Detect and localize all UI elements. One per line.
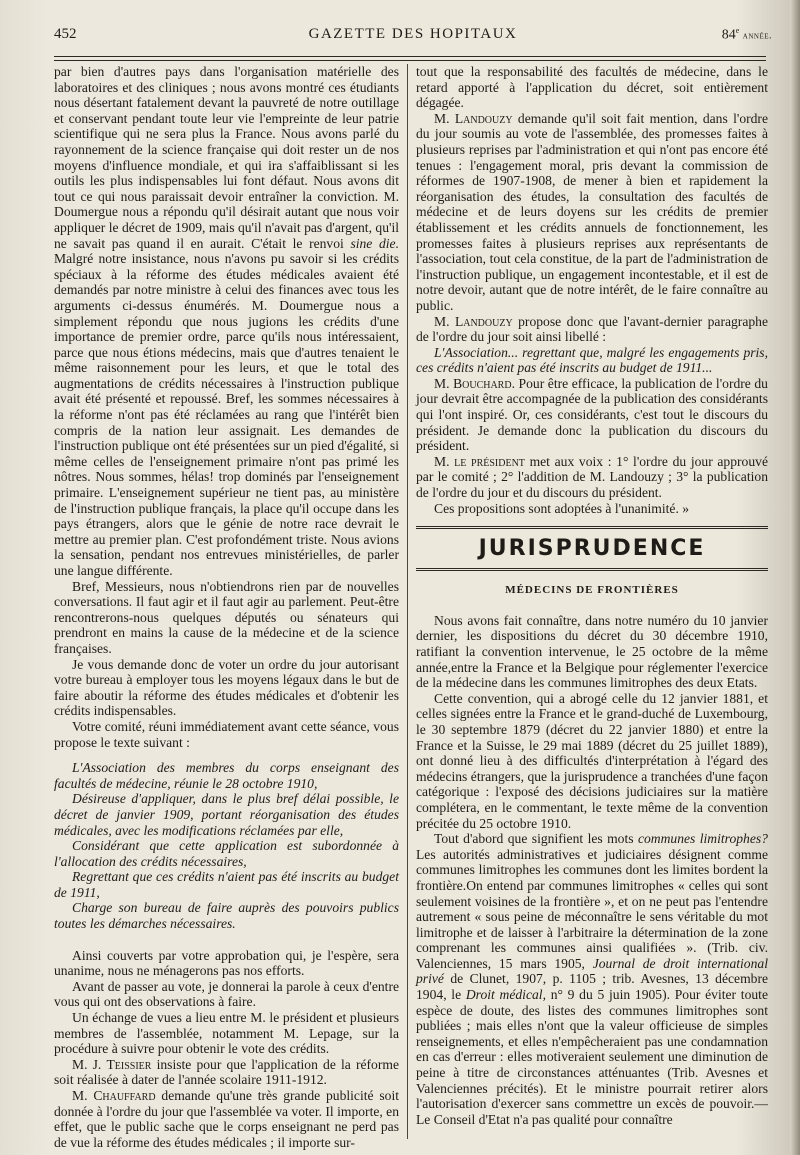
quoted-motion: Considérant que cette application est subordonnée à l'allocation des crédits nécessaires,	[54, 838, 399, 869]
paragraph	[416, 111, 768, 314]
speaker-name: Landouzy	[454, 313, 513, 329]
heading-rule	[416, 570, 768, 571]
year-superscript: e	[735, 26, 740, 35]
speaker-name: Landouzy	[454, 110, 513, 126]
paragraph	[416, 831, 768, 1127]
paragraph: Nous avons fait connaître, dans notre numéro du 10 janvier dernier, les dispositions du décret du 30 décembre 1910, ratifiant la convention intervenue, le 25 octobre de la même année,entre la France et la Belgique pour réglementer l'exercice de la médecine dans les communes limitrophes des deux Etats.	[416, 612, 768, 691]
quoted-motion: Désireuse d'appliquer, dans le plus bref délai possible, le décret de janvier 1909, portant réorganisation des études médicales, avec les modifications réclamées par elle,	[54, 791, 399, 838]
heading-rule	[416, 526, 768, 527]
heading-rule	[416, 528, 768, 529]
text-run: par bien d'autres pays dans l'organisation matérielle des laboratoires et des cliniques ; nous avons montré ces étudiants nous désertant fatalement devant la pauvreté de notre outillage et conservant pendant toute leur vie l'empreinte de leur patrie scientifique qui ne sera plus la France. Nous avons parlé du rayonnement de la science française qui doit rester un de nos moyens d'influence mondiale, et qui ira s'affaiblissant si les outils les plus indispensables lui font défaut. Nous avons dit tout ce qui nous paraissait devoir entraîner la conviction. M. Doumergue nous a répondu qu'il désirait autant que nous voir appliquer le décret de 1909, mais qu'il n'avait pas d'argent, qu'il ne savait pas quand il en aurait. C'était le renvoi	[54, 64, 399, 251]
text-run: Pour être efficace, la publication de l'ordre du jour devrait être accompagnée de la publication des considérants qui l'ont inspiré. Or, ces considérants, c'est tout le discours du président. Je demande donc la publication du discours du président.	[416, 375, 768, 454]
paragraph	[54, 64, 399, 579]
paragraph: Ces propositions sont adoptées à l'unanimité. »	[434, 500, 690, 516]
text-run: propose donc que l'avant-dernier paragraphe de l'ordre du jour soit ainsi libellé :	[416, 313, 768, 345]
text-run: Les autorités administratives et judiciaires désignent comme communes limitrophes les communes dont les limites bordent la frontière.On entend par communes limitrophes « celles qui sont seulement voisines de la frontière », et on ne peut pas l'entendre autrement « sous peine de méconnaître le sens véritable du mot limitrophe et de laisser à l'arbitraire la détermination de la zone comprenant les communes ainsi qualifiées ». (Trib. civ. Valenciennes, 15 mars 1905,	[416, 846, 768, 971]
year-number: 84	[721, 27, 736, 43]
text-run: demande qu'il soit fait mention, dans l'ordre du jour soumis au vote de l'assemblée, des promesses faites à plusieurs reprises par l'administration et qui n'ont pas encore été tenues : l'engagement moral, pris devant la commission de réformes de 1907-1908, de mener à bien et rapidement la réorganisation des études, la consultation des facultés de médecine et de leurs doyens sur les crédits de premier établissement et les crédits annuels de fonctionnement, les promesses faites à plusieurs reprises aux représentants de l'association, tout cela constitue, de la part de l'administration de l'instruction publique, un engagement incontestable, et il est de notre devoir, autant que de notre intérêt, de le faire connaître au public.	[416, 110, 768, 313]
text-run: Malgré notre insistance, nous n'avons pu savoir si les crédits spéciaux à la réforme des études médicales avaient été demandés par notre ministre à celui des finances avec tous les arguments ci-dessus énumérés. M. Doumergue nous a simplement répondu que nous jugions les crédits d'une importance de premier ordre, parce qu'ils nous intéressaient, parce que nous étions médecins, mais que d'autres tenaient le même raisonnement pour les leurs, et que le total des augmentations de crédits nécessaires à l'instruction publique avait été présenté et repoussé. Bref, les sommes nécessaires à la réforme n'ont pas été réclamées au rang que l'intérêt bien compris de la nation leur assignait. Les demandes de l'instruction publique ont été présentées sur un pied d'égalité, si même celles de l'enseignement primaire n'ont pas primé les nôtres. Nous sommes, hélas! trop dominés par l'enseignement primaire. L'enseignement supérieur ne tient pas, au ministère de l'instruction publique français, la place qu'il occupe dans les pays étrangers, alors que le génie de notre race devrait le mettre au premier plan. C'est profondément triste. Nous avions la sensation, pendant nos entrevues ministérielles, de parler une langue différente.	[54, 251, 399, 578]
paragraph	[416, 454, 768, 501]
italic-text: Journal de droit international privé	[416, 955, 768, 987]
header-rule-thick	[54, 56, 766, 57]
text-run: met aux voix : 1° l'ordre du jour approuvé par le comité ; 2° l'addition de M. Landouzy ; 3° la publication de l'ordre du jour et du discours du président.	[416, 453, 768, 501]
text-run: demande qu'une très grande publicité soit donnée à l'ordre du jour que l'assemblée va voter. Il importe, en effet, que le public sache que le corps enseignant ne perd pas de vue la réforme des études médicales ; il importe sur-	[54, 1088, 400, 1150]
paragraph: Votre comité, réuni immédiatement avant cette séance, vous propose le texte suivant :	[54, 718, 399, 750]
italic-text: sine die.	[350, 235, 399, 251]
spacer	[54, 750, 399, 760]
speaker-name: le président	[454, 453, 525, 469]
paragraph: Bref, Messieurs, nous n'obtiendrons rien par de nouvelles conversations. Il faut agir et il faut agir au parlement. Peut-être rencontrerons-nous quelques députés ou sénateurs qui prendront en mains la cause de la médecine et de la science françaises.	[54, 578, 399, 656]
year-word: année.	[742, 30, 772, 42]
paragraph: Ainsi couverts par votre approbation qui, je l'espère, sera unanime, nous ne ménagerons pas nos efforts.	[54, 947, 399, 979]
paragraph	[416, 314, 768, 345]
text-run: insiste pour que l'application de la réforme soit réalisée à dater de l'année scolaire 1911-1912.	[54, 1056, 399, 1088]
text-run: n° 9 du 5 juin 1905). Pour éviter toute espèce de doute, des listes des communes limitrophes sont publiées ; mais elles n'ont que la valeur officieuse de simples renseignements, et elles n'empêcheraient pas une condamnation en cas d'erreur : elles motiveraient seulement une diminution de peine à titre de circonstances atténuantes (Trib. Avesnes et Valenciennes précités). Et le ministre pourrait retirer alors l'autorisation d'exercer sans commettre un excès de pouvoir.— Le Conseil d'Etat n'a pas qualité pour connaître	[416, 987, 768, 1127]
section-title: JURISPRUDENCE	[478, 536, 706, 562]
paragraph: Je vous demande donc de voter un ordre du jour autorisant votre bureau à employer tous les moyens légaux dans le but de faire aboutir la réforme des études médicales et d'obtenir les crédits indispensables.	[54, 656, 399, 719]
text-run: M.	[72, 1088, 88, 1103]
paragraph: Avant de passer au vote, je donnerai la parole à ceux d'entre vous qui ont des observations à faire.	[54, 978, 399, 1010]
column-divider	[407, 64, 408, 1139]
quoted-motion: Charge son bureau de faire auprès des pouvoirs publics toutes les démarches nécessaires.	[54, 900, 399, 932]
text-run: M.	[434, 453, 450, 469]
right-column	[416, 64, 768, 1127]
speaker-name: Bouchard.	[453, 375, 515, 391]
spacer	[54, 932, 399, 948]
year-label	[722, 26, 772, 44]
quoted-motion: Regrettant que ces crédits n'aient pas été inscrits au budget de 1911,	[54, 869, 399, 900]
quoted-motion: L'Association des membres du corps enseignant des facultés de médecine, réunie le 28 octobre 1910,	[54, 760, 399, 791]
header-rule-thin	[54, 60, 766, 61]
paragraph: Un échange de vues a lieu entre M. le président et plusieurs membres de l'assemblée, notamment M. Lepage, sur la procédure à suivre pour obtenir le vote des crédits.	[54, 1010, 399, 1057]
text-run: Tout d'abord que signifient les mots	[434, 831, 634, 847]
paragraph	[54, 1057, 399, 1088]
speaker-name: Teissier	[106, 1056, 152, 1072]
article-subtitle: MÉDECINS DE FRONTIÈRES	[505, 584, 679, 597]
left-column	[54, 64, 399, 1150]
paragraph	[416, 376, 768, 454]
speaker-name: Chauffard	[93, 1088, 156, 1103]
text-run: M.	[434, 313, 450, 329]
book-spine-edge	[790, 0, 800, 1155]
section-heading-block	[416, 526, 768, 571]
paragraph	[54, 1088, 399, 1150]
paragraph: tout que la responsabilité des facultés de médecine, dans le retard apporté à l'application du décret, soit entièrement dégagée.	[416, 64, 768, 111]
heading-rule	[416, 568, 768, 569]
page-number: 452	[54, 26, 77, 42]
paragraph: Cette convention, qui a abrogé celle du 12 janvier 1881, et celles signées entre la France et le grand-duché de Luxembourg, le 30 septembre 1879 (décret du 22 janvier 1880) et entre la France et la Suisse, le 29 mai 1889 (décret du 25 juillet 1889), ont donné lieu à des difficultés d'interprétation à l'égard des médecins étrangers, que la jurisprudence a tranchées d'une façon catégorique : l'exposé des décisions judiciaires sur la matière complétera, en le commentant, le texte même de la convention précitée du 25 octobre 1910.	[416, 690, 768, 831]
text-run: M.	[434, 110, 450, 126]
journal-title: GAZETTE DES HOPITAUX	[308, 26, 518, 42]
text-run: M.	[434, 375, 450, 391]
italic-text: Droit médical,	[465, 987, 546, 1003]
text-run: de Clunet, 1907, p. 1105 ; trib. Avesnes, 13 décembre 1904, le	[416, 971, 768, 1003]
text-run: M. J.	[72, 1056, 102, 1072]
running-header	[54, 26, 772, 46]
italic-text: communes limitrophes?	[637, 831, 768, 847]
quoted-motion: L'Association... regrettant que, malgré les engagements pris, ces crédits n'aient pas été inscrits au budget de 1911...	[416, 344, 768, 376]
